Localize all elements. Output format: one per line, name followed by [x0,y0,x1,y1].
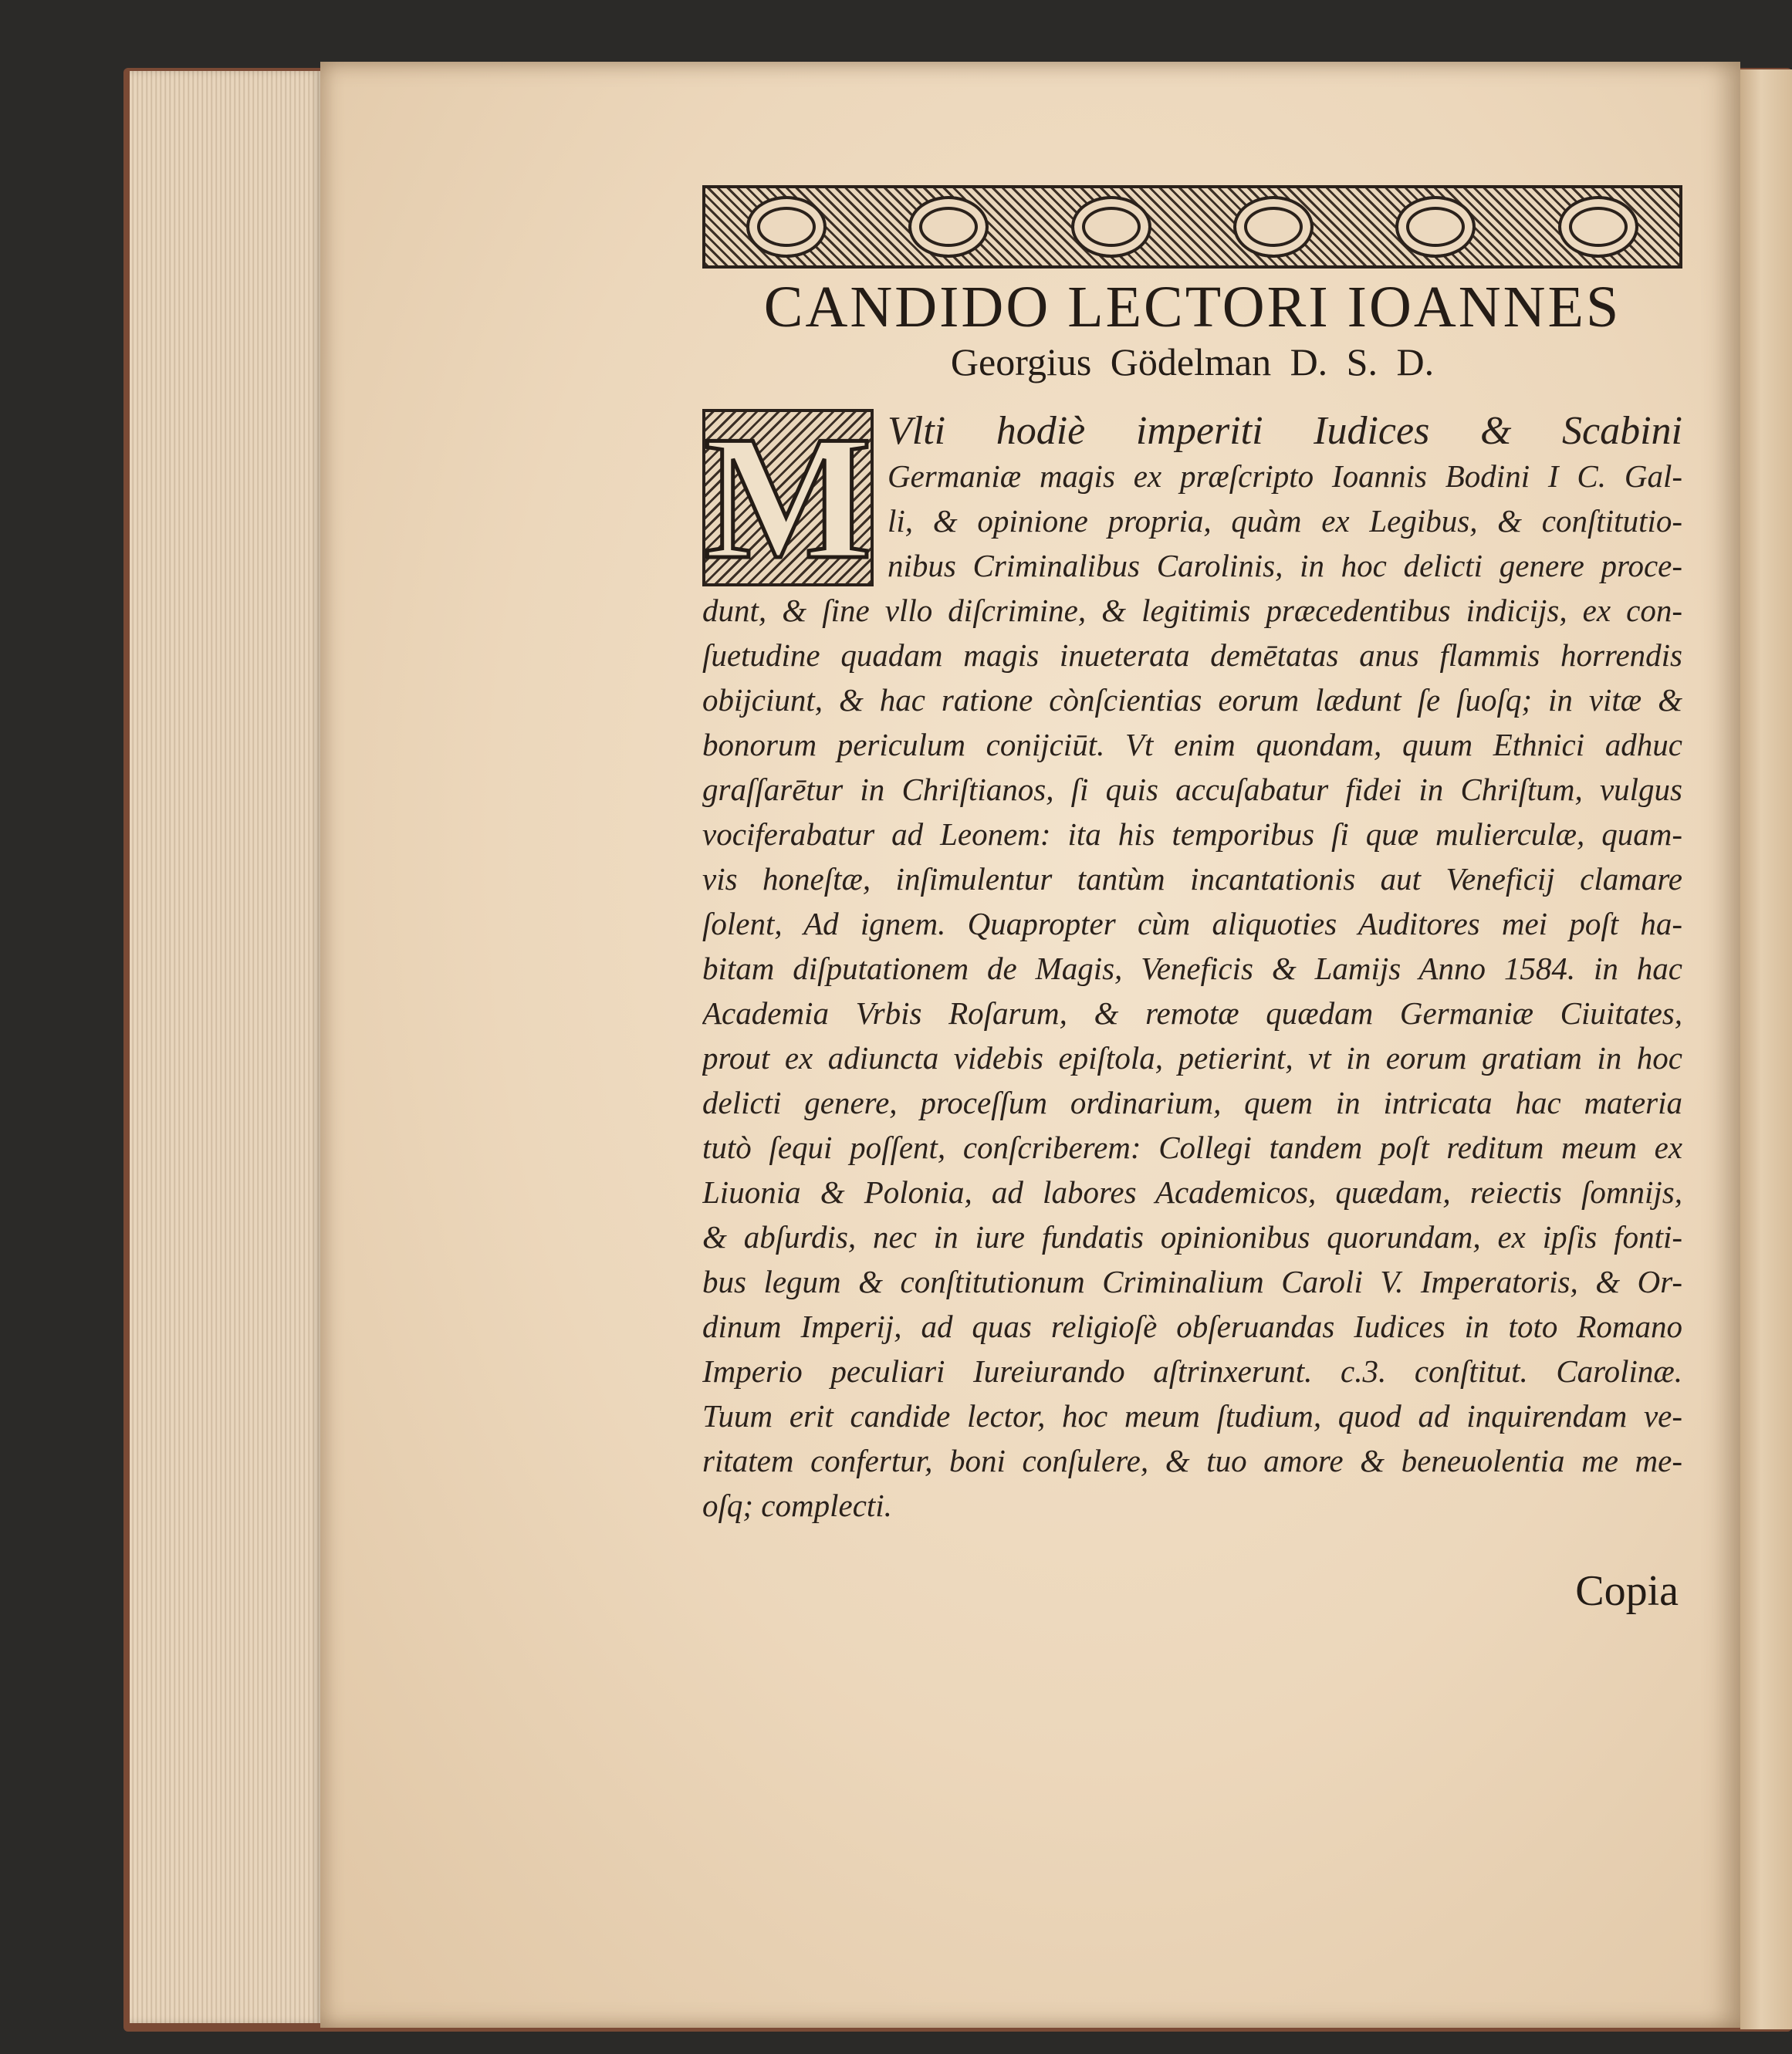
text-line: Liuonia & Polonia, ad labores Academicos, quædam, reiectis ſomnijs, [702,1174,1682,1210]
heading-title: CANDIDO LECTORI IOANNES [763,275,1621,340]
text-line: Germaniæ magis ex præſcripto Ioannis Bodini I C. Gal- [888,458,1682,494]
text-line: tutò ſequi poſſent, conſcriberem: Collegi tandem poſt reditum meum ex [702,1130,1682,1165]
text-line: bitam diſputationem de Magis, Veneficis & Lamijs Anno 1584. in hac [702,951,1682,986]
text-line: bus legum & conſtitutionum Criminalium Caroli V. Imperatoris, & Or- [702,1264,1682,1299]
text-line: dinum Imperij, ad quas religioſè obſeruandas Iudices in toto Romano [702,1309,1682,1344]
text-line: oſq; complecti. [702,1488,892,1523]
text-line: & abſurdis, nec in iure fundatis opinionibus quorundam, ex ipſis fonti- [702,1219,1682,1255]
ornament-flower-icon [1071,196,1151,258]
ornament-flower-icon [1558,196,1638,258]
text-line: li, & opinione propria, quàm ex Legibus, & conſtitutio- [888,503,1682,539]
text-line: obijciunt, & hac ratione cònſcientias eorum lædunt ſe ſuoſq; in vitæ & [702,682,1682,718]
text-line: dunt, & ſine vllo diſcrimine, & legitimis præcedentibus indicijs, ex con- [702,593,1682,628]
ornamental-headpiece-icon [702,185,1682,269]
text-line: Tuum erit candide lector, hoc meum ſtudium, quod ad inquirendam ve- [702,1398,1682,1434]
text-line: nibus Criminalibus Carolinis, in hoc delicti genere proce- [888,548,1682,583]
text-line: Academia Vrbis Roſarum, & remotæ quædam Germaniæ Ciuitates, [702,995,1682,1031]
text-line: Vlti hodiè imperiti Iudices & Scabini [888,409,1682,453]
text-line: vociferabatur ad Leonem: ita his temporibus ſi quæ mulierculæ, quam- [702,816,1682,852]
text-line: ritatem confertur, boni conſulere, & tuo amore & beneuolentia me me- [702,1443,1682,1478]
text-line: vis honeſtæ, inſimulentur tantùm incantationis aut Veneficij clamare [702,861,1682,897]
ornament-flower-icon [1233,196,1314,258]
page-edges [130,71,323,2023]
heading-subtitle: Georgius Gödelman D. S. D. [950,340,1435,383]
text-line: graſſarētur in Chriſtianos, ſi quis accuſabatur fidei in Chriſtum, vulgus [702,772,1682,807]
decorated-initial [702,399,874,596]
ornament-flower-icon [908,196,989,258]
text-line: ſuetudine quadam magis inueterata demētatas anus flammis horrendis [702,637,1682,673]
initial-letter: M [704,399,872,596]
text-line: delicti genere, proceſſum ordinarium, quem in intricata hac materia [702,1085,1682,1120]
text-line: prout ex adiuncta videbis epiſtola, petierint, vt in eorum gratiam in hoc [702,1040,1682,1076]
ornament-flower-icon [746,196,827,258]
text-line: ſolent, Ad ignem. Quapropter cùm aliquoties Auditores mei poſt ha- [702,906,1682,941]
catchword: Copia [1575,1567,1679,1615]
text-line: bonorum periculum conijciūt. Vt enim quondam, quum Ethnici adhuc [702,727,1682,762]
ornament-flower-icon [1395,196,1476,258]
text-line: Imperio peculiari Iureiurando aſtrinxerunt. c.3. conſtitut. Carolinæ. [702,1353,1682,1389]
next-page-gutter [1740,69,1792,2029]
